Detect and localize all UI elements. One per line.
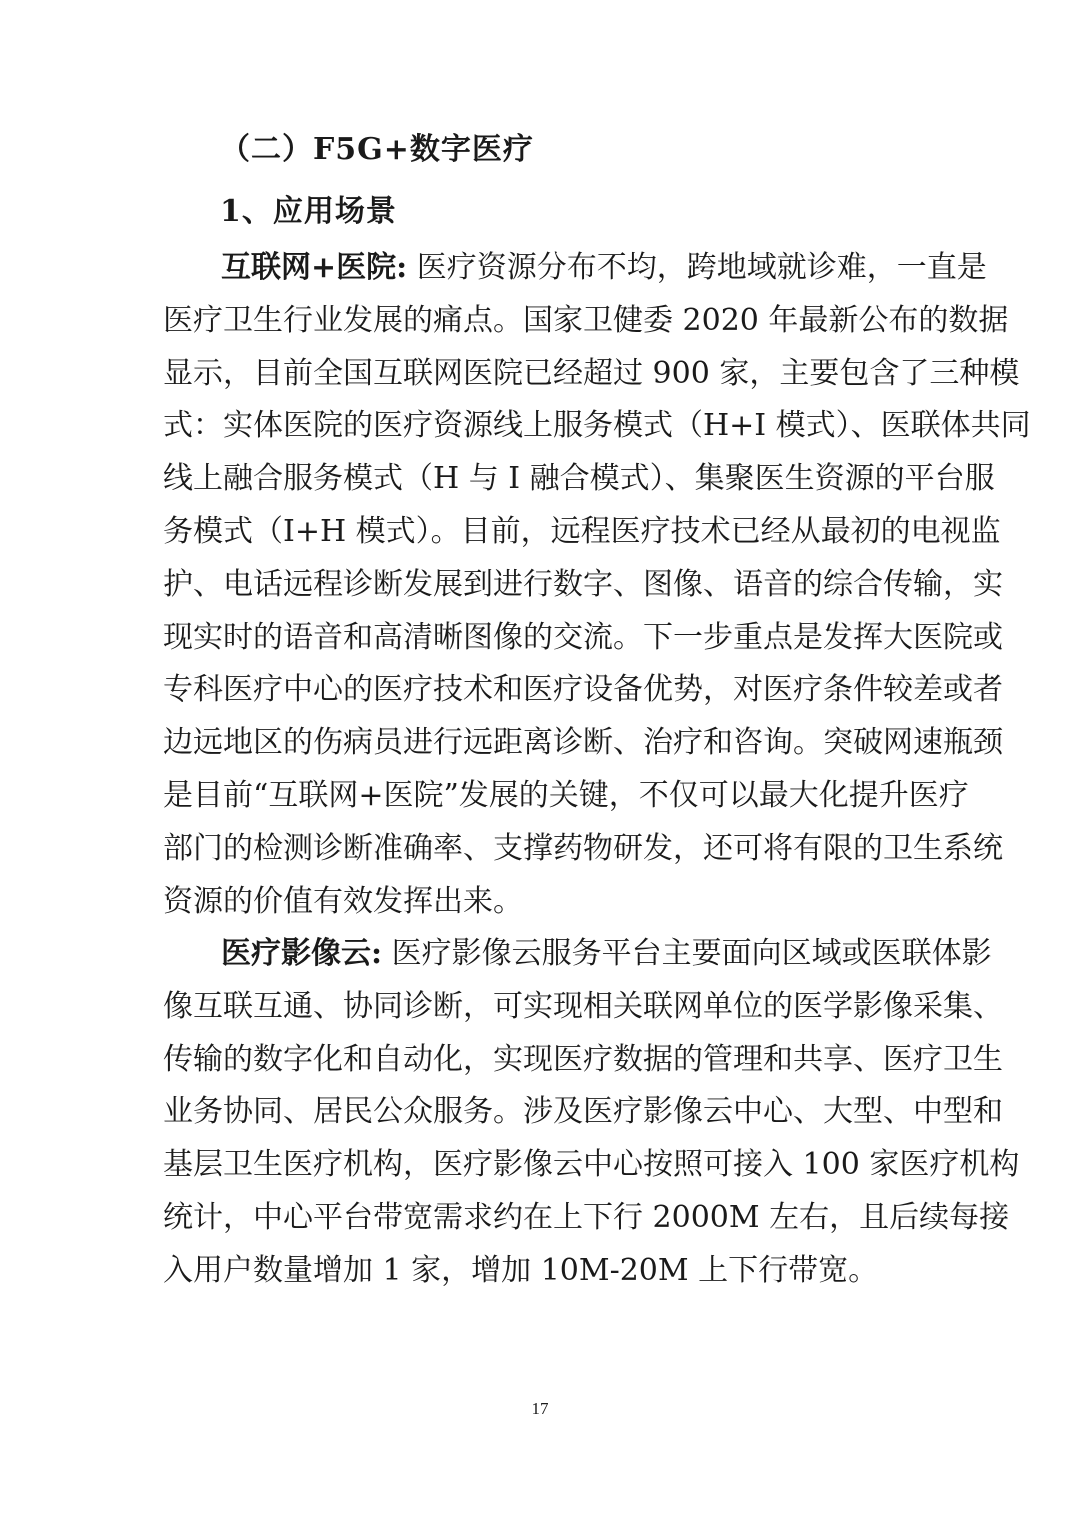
section-heading: （二）F5G+数字医疗 xyxy=(220,132,534,167)
paragraph-line: 像互联互通、协同诊断，可实现相关联网单位的医学影像采集、 xyxy=(163,988,1003,1024)
paragraph-line: 务模式（I+H 模式）。目前，远程医疗技术已经从最初的电视监 xyxy=(163,513,1001,549)
paragraph-line xyxy=(163,928,992,981)
paragraph-line xyxy=(163,242,987,295)
paragraph-line: 传输的数字化和自动化，实现医疗数据的管理和共享、医疗卫生 xyxy=(163,1041,1003,1077)
paragraph-line-text: 医疗影像云服务平台主要面向区域或医联体影 xyxy=(382,936,992,971)
paragraph-line-text: 医疗资源分布不均，跨地域就诊难，一直是 xyxy=(407,250,987,285)
paragraph-line: 显示，目前全国互联网医院已经超过 900 家，主要包含了三种模 xyxy=(163,355,1020,391)
paragraph-line: 现实时的语音和高清晰图像的交流。下一步重点是发挥大医院或 xyxy=(163,619,1003,655)
paragraph-line: 入用户数量增加 1 家，增加 10M-20M 上下行带宽。 xyxy=(163,1252,879,1288)
paragraph-line: 是目前“互联网+医院”发展的关键，不仅可以最大化提升医疗 xyxy=(163,777,969,813)
paragraph-line: 医疗卫生行业发展的痛点。国家卫健委 2020 年最新公布的数据 xyxy=(163,302,1009,338)
paragraph-medical-imaging-cloud xyxy=(163,928,1020,1298)
paragraph-lead: 医疗影像云: xyxy=(221,936,383,971)
paragraph-lead: 互联网+医院: xyxy=(221,250,408,285)
paragraph-line: 业务协同、居民公众服务。涉及医疗影像云中心、大型、中型和 xyxy=(163,1094,1003,1130)
page-number: 17 xyxy=(531,1399,549,1418)
paragraph-line: 部门的检测诊断准确率、支撑药物研发，还可将有限的卫生系统 xyxy=(163,830,1003,866)
paragraph-line: 式：实体医院的医疗资源线上服务模式（H+I 模式）、医联体共同 xyxy=(163,408,1031,444)
paragraph-line: 护、电话远程诊断发展到进行数字、图像、语音的综合传输，实 xyxy=(163,566,1003,602)
paragraph-line: 专科医疗中心的医疗技术和医疗设备优势，对医疗条件较差或者 xyxy=(163,672,1003,708)
paragraph-line: 线上融合服务模式（H 与 I 融合模式）、集聚医生资源的平台服 xyxy=(163,461,995,497)
paragraph-line: 统计，中心平台带宽需求约在上下行 2000M 左右，且后续每接 xyxy=(163,1199,1010,1235)
paragraph-line: 边远地区的伤病员进行远距离诊断、治疗和咨询。突破网速瓶颈 xyxy=(163,725,1003,761)
paragraph-line: 基层卫生医疗机构，医疗影像云中心按照可接入 100 家医疗机构 xyxy=(163,1147,1020,1183)
paragraph-internet-hospital xyxy=(163,242,1031,928)
paragraph-line: 资源的价值有效发挥出来。 xyxy=(163,883,523,919)
sub-heading: 1、应用场景 xyxy=(220,194,397,229)
